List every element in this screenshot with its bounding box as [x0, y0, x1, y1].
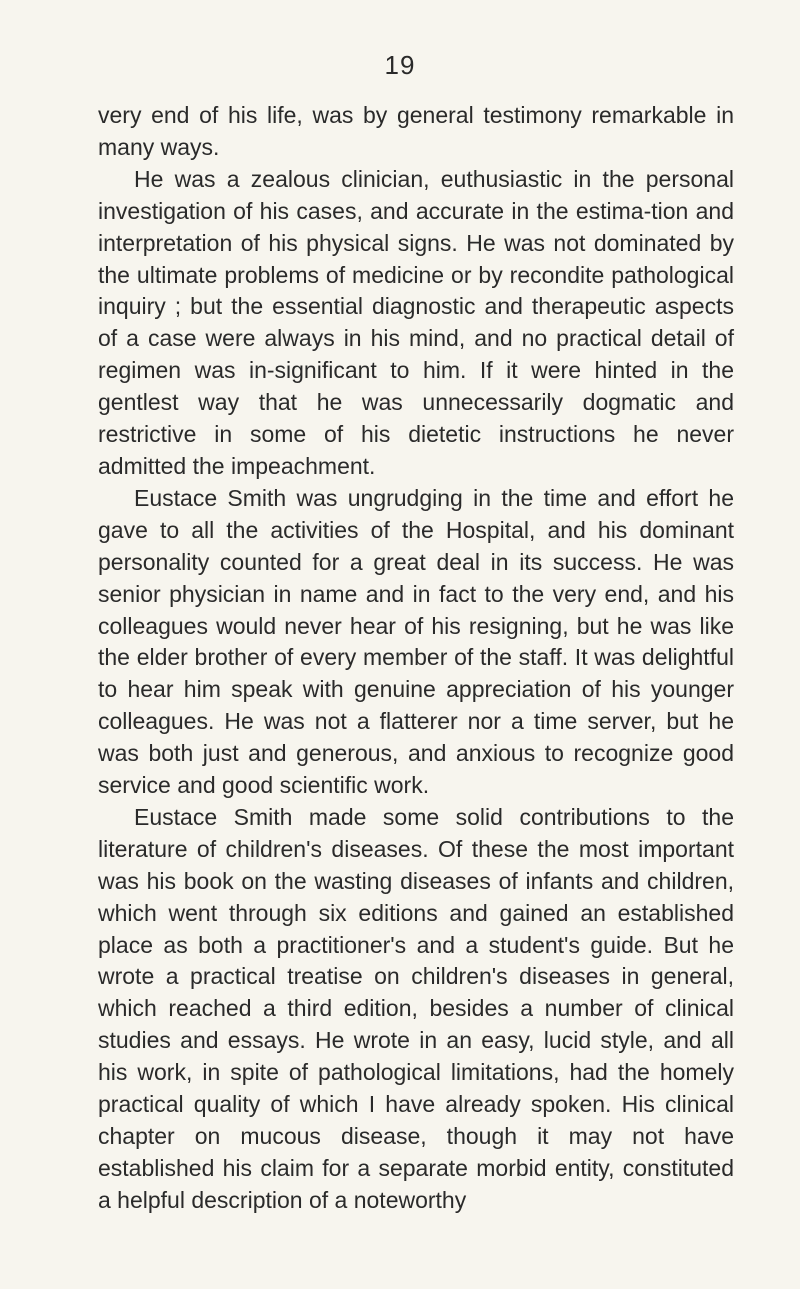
body-text [98, 100, 734, 1217]
paragraph-continuation: very end of his life, was by general testimony remarkable in many ways. [98, 102, 734, 160]
paragraph-clinician: He was a zealous clinician, euthusiastic in the personal investigation of his cases, and accurate in the estima-tion and interpretation of his physical signs. He was not dominated by the ultimate problems of medicine or by recondite pathological inquiry ; but the essential diagnostic and therapeutic aspects of a case were always in his mind, and no practical detail of regimen was in-significant to him. If it were hinted in the gentlest way that he was unnecessarily dogmatic and restrictive in some of his dietetic instructions he never admitted the impeachment. [98, 165, 734, 479]
paragraph-contributions: Eustace Smith made some solid contributions to the literature of children's diseases. Of these the most important was his book on the wasting diseases of infants and children, which went through six editions and gained an established place as both a practitioner's and a student's guide. But he wrote a practical treatise on children's diseases in general, which reached a third edition, besides a number of clinical studies and essays. He wrote in an easy, lucid style, and all his work, in spite of pathological limitations, had the homely practical quality of which I have already spoken. His clinical chapter on mucous disease, though it may not have established his claim for a separate morbid entity, constituted a helpful description of a noteworthy [98, 803, 734, 1213]
page-number: 19 [384, 50, 416, 80]
paragraph-hospital: Eustace Smith was ungrudging in the time and effort he gave to all the activities of the Hospital, and his dominant personality counted for a great deal in its success. He was senior physician in name and in fact to the very end, and his colleagues would never hear of his resigning, but he was like the elder brother of every member of the staff. It was delightful to hear him speak with genuine appreciation of his younger colleagues. He was not a flatterer nor a time server, but he was both just and generous, and anxious to recognize good service and good scientific work. [98, 484, 734, 799]
